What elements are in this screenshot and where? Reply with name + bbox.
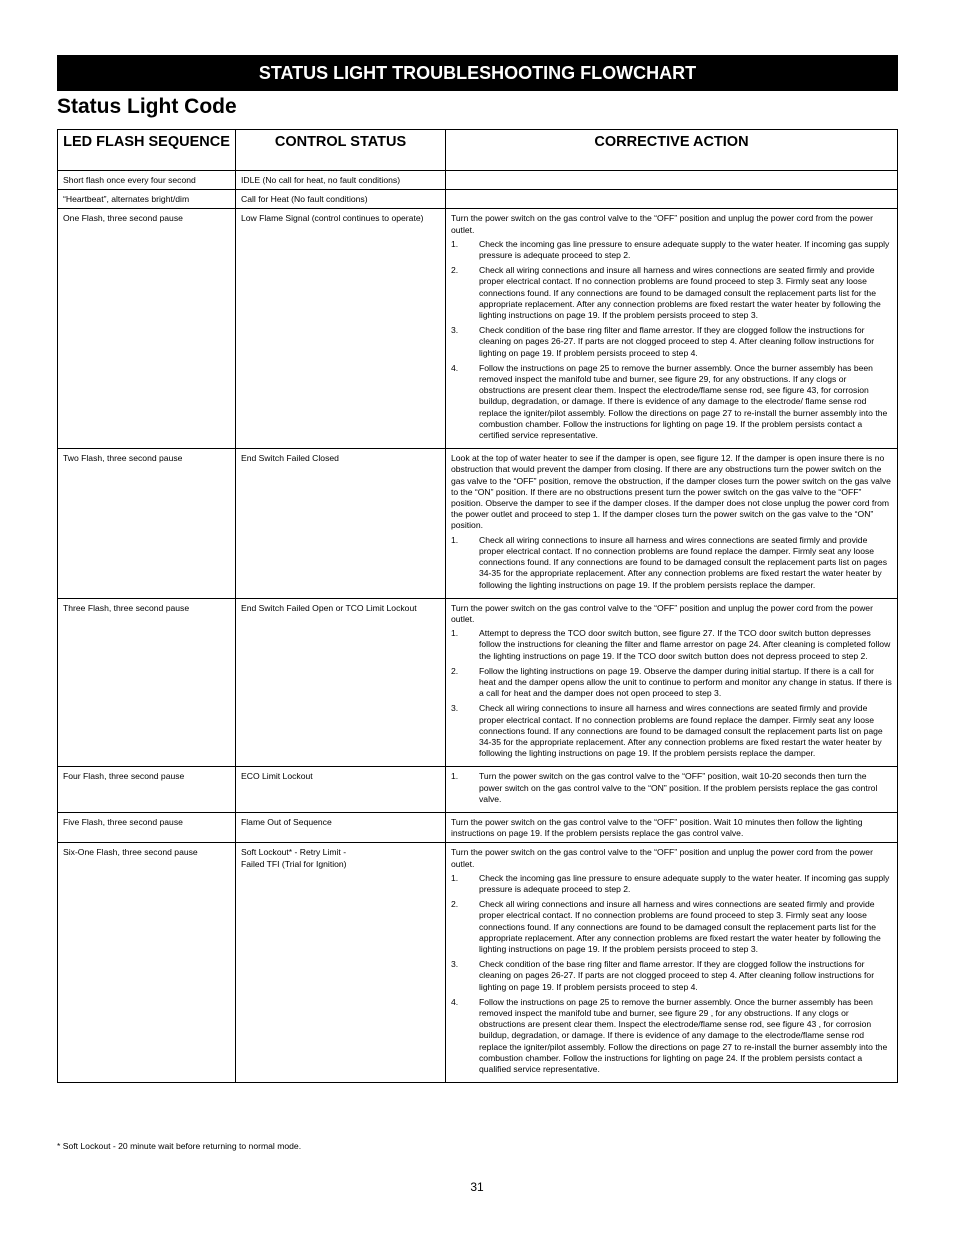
page-number: 31: [470, 1180, 484, 1194]
table-row: [58, 812, 898, 842]
step-number: 3.: [451, 325, 459, 336]
column-header-corrective-action: CORRECTIVE ACTION: [446, 130, 898, 171]
control-status-cell: Low Flame Signal (control continues to operate): [236, 209, 446, 449]
table-row: [58, 843, 898, 1083]
corrective-action-cell: [446, 190, 898, 209]
action-step: [451, 363, 892, 441]
table-row: [58, 449, 898, 598]
action-step: [451, 873, 892, 895]
action-step: [451, 535, 892, 591]
action-intro: Turn the power switch on the gas control valve to the “OFF” position and unplug the power cord from the power outlet.: [451, 847, 873, 869]
led-flash-cell: Five Flash, three second pause: [58, 812, 236, 842]
action-steps: [451, 628, 892, 759]
table-row: [58, 767, 898, 813]
control-status-cell: End Switch Failed Closed: [236, 449, 446, 598]
control-status-cell: End Switch Failed Open or TCO Limit Lockout: [236, 598, 446, 767]
action-step: [451, 666, 892, 700]
step-text: Check the incoming gas line pressure to ensure adequate supply to the water heater. If incoming gas supply pressure is adequate proceed to step 2.: [479, 872, 890, 894]
step-number: 4.: [451, 362, 459, 373]
action-step: [451, 771, 892, 805]
step-text: Check all wiring connections to insure all harness and wires connections are seated firmly and provide proper electrical contact. If no connection problems are found replace the damper. Firmly seat any loose connections found. If any connections are found to be damaged consult the replacement parts list on page 34-35 for the appropriate replacement. After any connection problems are fixed restart the water heater by following the lighting instructions on page 19. If the problem persists replace the damper.: [479, 703, 883, 759]
table-row: [58, 171, 898, 190]
led-flash-cell: Short flash once every four second: [58, 171, 236, 190]
step-text: Follow the instructions on page 25 to remove the burner assembly. Once the burner assembly has been removed inspect the manifold tube and burner, see figure 29 , for any obstructions. If any clogs or obstructions are present clear them. Inspect the electrode/flame sense rod, see figure 43 , for corrosion buildup, degradation, or damage. If there is evidence of any damage to the electrode/flame sense rod replace the igniter/pilot assembly. Follow the directions on page 27 to re-install the burner assembly into the combustion chamber. Follow the instructions for lighting on page 24. If the problem persists contact a qualified service representative.: [479, 996, 888, 1075]
corrective-action-cell: [446, 171, 898, 190]
action-step: [451, 628, 892, 662]
step-number: 1.: [451, 238, 459, 249]
step-number: 1.: [451, 771, 459, 782]
corrective-action-cell: [446, 812, 898, 842]
led-flash-cell: Three Flash, three second pause: [58, 598, 236, 767]
led-flash-cell: Two Flash, three second pause: [58, 449, 236, 598]
corrective-action-cell: [446, 843, 898, 1083]
action-steps: [451, 771, 892, 805]
action-intro: Turn the power switch on the gas control valve to the “OFF” position and unplug the power cord from the power outlet.: [451, 602, 873, 624]
footnote: * Soft Lockout - 20 minute wait before returning to normal mode.: [57, 1141, 302, 1151]
action-step: [451, 325, 892, 359]
step-number: 1.: [451, 628, 459, 639]
action-step: [451, 899, 892, 955]
step-text: Check condition of the base ring filter and flame arrestor. If they are clogged follow the instructions for cleaning on pages 26-27. If parts are not clogged proceed to step 4. After cleaning follow instructions for lighting on page 19. If problem persists proceed to step 4.: [479, 325, 875, 358]
control-status-cell: IDLE (No call for heat, no fault conditions): [236, 171, 446, 190]
action-steps: [451, 873, 892, 1075]
action-step: [451, 265, 892, 321]
step-text: Follow the instructions on page 25 to remove the burner assembly. Once the burner assembly has been removed inspect the manifold tube and burner, see figure 29, for any obstructions. If any clogs or obstructions are present clear them. Inspect the electrode/flame sense rod, see figure 43, for corrosion buildup, degradation, or damage. If there is evidence of any damage to the electrode/ flame sense rod replace the igniter/pilot assembly. Follow the directions on page 27 to re-install the burner assembly into the combustion chamber. Follow the instructions for lighting on page 19. If the problem persists contact a certified service representative.: [479, 362, 888, 441]
step-text: Check condition of the base ring filter and flame arrestor. If they are clogged follow the instructions for cleaning on pages 26-27. If parts are not clogged proceed to step 4. After cleaning follow instructions for lighting on page 19. If problem persists proceed to step 4.: [479, 959, 875, 992]
control-status-cell: Soft Lockout* - Retry Limit - Failed TFI (Trial for Ignition): [236, 843, 446, 1083]
corrective-action-cell: [446, 767, 898, 813]
step-number: 2.: [451, 665, 459, 676]
led-flash-cell: “Heartbeat”, alternates bright/dim: [58, 190, 236, 209]
action-step: [451, 997, 892, 1075]
step-number: 2.: [451, 899, 459, 910]
led-flash-cell: One Flash, three second pause: [58, 209, 236, 449]
column-header-led-flash: LED FLASH SEQUENCE: [58, 130, 236, 171]
column-header-control-status: CONTROL STATUS: [236, 130, 446, 171]
step-text: Check all wiring connections and insure all harness and wires connections are seated firmly and provide proper electrical contact. If no connection problems are found proceed to step 3. Firmly seat any loose connections found. If any connections are found to be damaged consult the replacement parts list for the appropriate replacement. After any connection problems are fixed restart the water heater by following the lighting instructions on page 19. If the problem persists proceed to step 3.: [479, 265, 881, 321]
step-number: 1.: [451, 872, 459, 883]
step-text: Check the incoming gas line pressure to ensure adequate supply to the water heater. If incoming gas supply pressure is adequate proceed to step 2.: [479, 238, 890, 261]
step-text: Turn the power switch on the gas control valve to the “OFF” position, wait 10-20 seconds then turn the power switch on the gas control valve to the “ON” position. If the problem persists replace the gas control valve.: [479, 771, 878, 804]
led-flash-cell: Six-One Flash, three second pause: [58, 843, 236, 1083]
control-status-cell: ECO Limit Lockout: [236, 767, 446, 813]
action-steps: [451, 535, 892, 591]
action-intro: Look at the top of water heater to see if the damper is open, see figure 12. If the damper is open insure there is no obstruction that would prevent the damper from closing. If there are any obstructions turn the power switch on the gas valve to the “OFF” position, remove the obstruction, if the damper closes turn the power switch on the gas valve to the “ON” position. If there are no obstructions present turn the power switch on the gas valve to the “OFF” position. Observe the damper to see if the damper closes. If the damper does not close unplug the power cord from the power outlet and proceed to step 1. If the damper closes turn the power switch on the gas valve to the “ON” position.: [451, 453, 891, 531]
led-flash-cell: Four Flash, three second pause: [58, 767, 236, 813]
action-intro: Turn the power switch on the gas control valve to the “OFF” position. Wait 10 minutes then follow the lighting instructions on page 19. If the problem persists replace the gas control valve.: [451, 816, 863, 839]
table-row: [58, 190, 898, 209]
step-text: Check all wiring connections and insure all harness and wires connections are seated firmly and provide proper electrical contact. If no connection problems are found proceed to step 3. Firmly seat any loose connections found. If any connections are found to be damaged consult the replacement parts list for the appropriate replacement. After any connection problems are fixed restart the water heater by following the lighting instructions on page 19. If the problem persists proceed to step 3.: [479, 899, 881, 954]
step-number: 4.: [451, 996, 459, 1007]
control-status-cell: Flame Out of Sequence: [236, 812, 446, 842]
step-number: 3.: [451, 959, 459, 970]
step-number: 3.: [451, 703, 459, 714]
step-number: 1.: [451, 534, 459, 545]
table-row: [58, 209, 898, 449]
step-text: Attempt to depress the TCO door switch button, see figure 27. If the TCO door switch button depresses follow the instructions for cleaning the filter and flame arrestor on page 24. After cleaning is completed follow the lighting instructions on page 19. If the TCO door switch button does not depress proceed to step 2.: [479, 628, 891, 661]
action-steps: [451, 239, 892, 441]
step-text: Follow the lighting instructions on page 19. Observe the damper during initial startup. If there is a call for heat and the damper opens allow the unit to continue to perform and monitor any change in status. If there is a call for heat and the damper does not open proceed to step 3.: [479, 665, 892, 699]
corrective-action-cell: [446, 449, 898, 598]
step-text: Check all wiring connections to insure all harness and wires connections are seated firmly and provide proper electrical contact. If no connection problems are found replace the damper. Firmly seat any loose connections found. If any connections are found to be damaged consult the replacement parts list on pages 34-35 for the appropriate replacement. After any connection problems are fixed restart the water heater by following the lighting instructions on page 19. If the problem persists replace the damper.: [479, 534, 887, 590]
page-title: Status Light Code: [57, 95, 237, 118]
corrective-action-cell: [446, 209, 898, 449]
table-row: [58, 598, 898, 767]
step-number: 2.: [451, 265, 459, 276]
action-step: [451, 959, 892, 993]
control-status-cell: Call for Heat (No fault conditions): [236, 190, 446, 209]
action-step: [451, 703, 892, 759]
table-header-row: [58, 130, 898, 171]
action-step: [451, 239, 892, 261]
status-code-table: [57, 129, 898, 1083]
corrective-action-cell: [446, 598, 898, 767]
section-banner: STATUS LIGHT TROUBLESHOOTING FLOWCHART: [57, 55, 898, 91]
action-intro: Turn the power switch on the gas control valve to the “OFF” position and unplug the power cord from the power outlet.: [451, 213, 873, 235]
